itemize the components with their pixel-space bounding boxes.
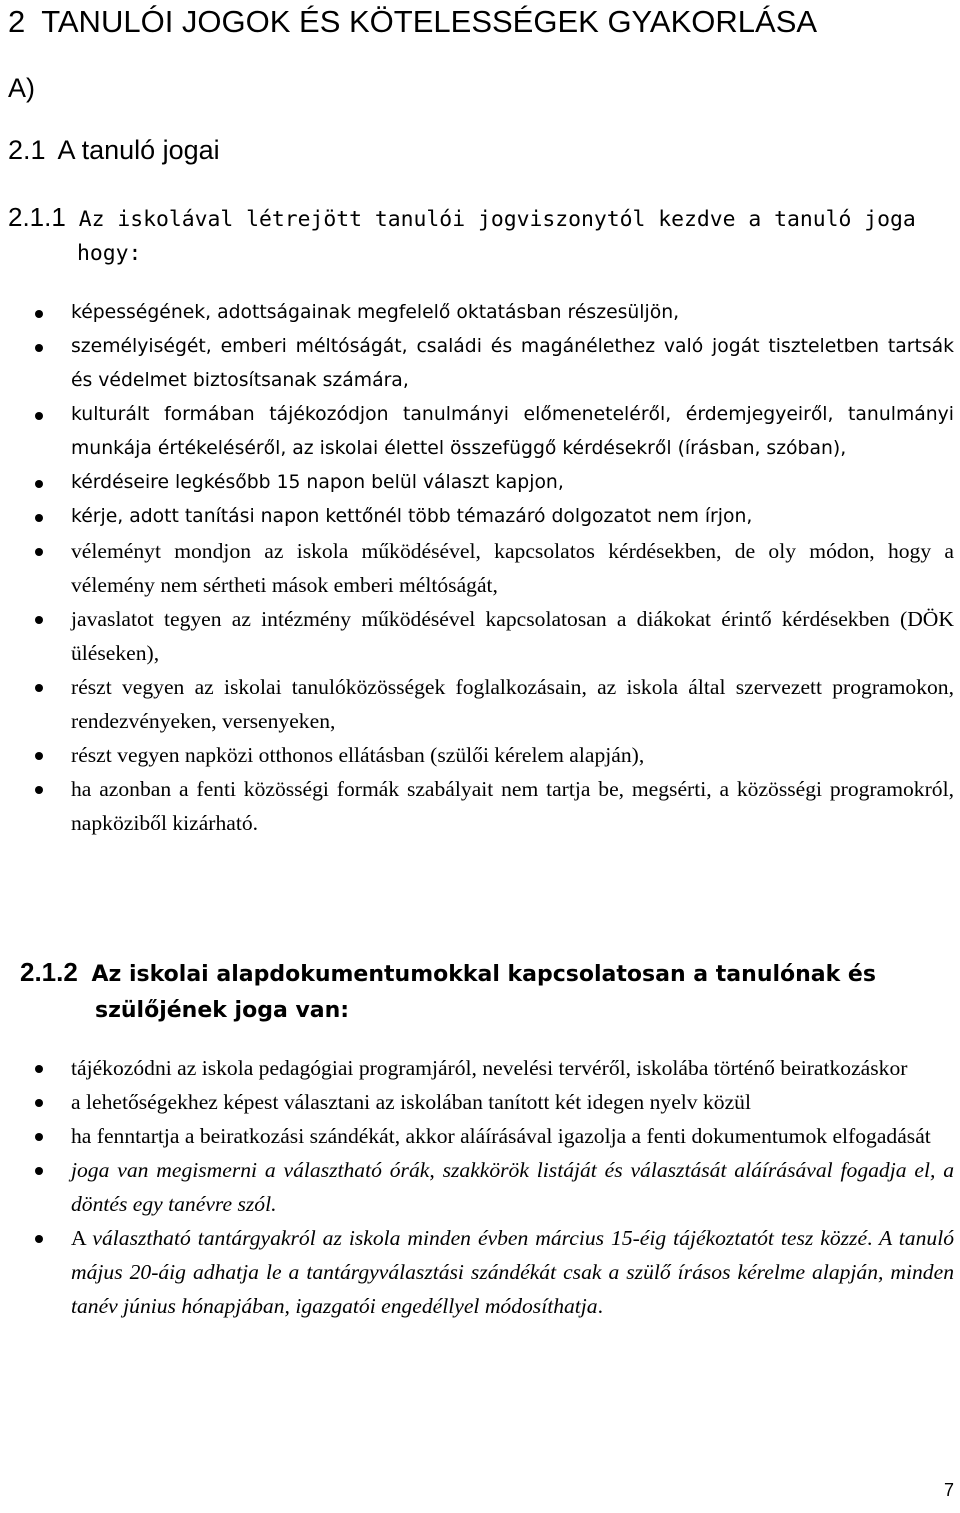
list-item bbox=[0, 466, 960, 500]
list-item bbox=[0, 534, 960, 602]
bullet-icon bbox=[35, 1133, 43, 1141]
list-item-text: tájékozódni az iskola pedagógiai programjáról, nevelési tervéről, iskolába történő beiratkozáskor bbox=[71, 1056, 908, 1080]
list-item-text: személyiségét, emberi méltóságát, családi és magánélethez való jogát tiszteletben tartsák és védelmet biztosítsanak számára, bbox=[71, 336, 954, 391]
list-item-text: kérdéseire legkésőbb 15 napon belül választ kapjon, bbox=[71, 472, 564, 493]
bullet-icon bbox=[35, 310, 43, 318]
subsection-2-title-line1: Az iskolai alapdokumentumokkal kapcsolatosan a tanulónak és bbox=[91, 962, 876, 987]
subsection-1-number: 2.1.1 bbox=[8, 202, 66, 232]
list-item-text: részt vegyen napközi otthonos ellátásban (szülői kérelem alapján), bbox=[71, 743, 645, 767]
section-title: A tanuló jogai bbox=[57, 135, 220, 165]
list-item-text: a lehetőségekhez képest választani az iskolában tanított két idegen nyelv közül bbox=[71, 1090, 751, 1114]
bullet-icon bbox=[35, 1235, 43, 1243]
list-item-text: képességének, adottságainak megfelelő oktatásban részesüljön, bbox=[71, 302, 680, 323]
section-number: 2.1 bbox=[8, 135, 46, 165]
bullet-icon bbox=[35, 548, 43, 556]
bullet-icon bbox=[35, 786, 43, 794]
subsection-1-title-line2: hogy: bbox=[77, 241, 142, 266]
list-item-dot1: . bbox=[867, 1226, 873, 1250]
list-item bbox=[0, 1085, 960, 1119]
subsection-2-heading bbox=[20, 954, 956, 1029]
bullet-icon bbox=[35, 1065, 43, 1073]
subsection-2-title-line2: szülőjének joga van: bbox=[95, 998, 350, 1023]
list-item-text: részt vegyen az iskolai tanulóközösségek foglalkozásain, az iskola által szervezett programokon, rendezvényeken, versenyeken, bbox=[71, 675, 954, 733]
list-item-text: ha azonban a fenti közösségi formák szabályait nem tartja be, megsérti, a közösségi programokról, napköziből kizárható. bbox=[71, 777, 954, 835]
list-item-text-part2: A tanuló május 20-áig adhatja le a tantárgyválasztási szándékát csak a szülő írásos kérelme alapján, minden tanév június hónapjában, igazgatói engedéllyel módosíthatja bbox=[71, 1226, 954, 1318]
bullet-icon bbox=[35, 514, 43, 522]
list-item bbox=[0, 670, 960, 738]
subsection-1-heading bbox=[8, 200, 956, 271]
document-rights-list bbox=[0, 1051, 960, 1323]
list-item bbox=[0, 330, 960, 398]
list-item-text: ha fenntartja a beiratkozási szándékát, akkor aláírásával igazolja a fenti dokumentumok elfogadását bbox=[71, 1124, 931, 1148]
list-item bbox=[0, 398, 960, 466]
bullet-icon bbox=[35, 616, 43, 624]
student-rights-list bbox=[0, 296, 960, 840]
list-item bbox=[0, 1051, 960, 1085]
bullet-icon bbox=[35, 1167, 43, 1175]
list-item bbox=[0, 296, 960, 330]
list-item-text: kérje, adott tanítási napon kettőnél több témazáró dolgozatot nem írjon, bbox=[71, 506, 753, 527]
list-item-dot2: . bbox=[597, 1294, 603, 1318]
chapter-number: 2 bbox=[8, 4, 26, 39]
subsection-1-title-line1: Az iskolával létrejött tanulói jogviszonytól kezdve a tanuló joga bbox=[78, 207, 916, 232]
list-item bbox=[0, 1153, 960, 1221]
bullet-icon bbox=[35, 344, 43, 352]
list-item bbox=[0, 1119, 960, 1153]
section-heading bbox=[8, 132, 220, 168]
bullet-icon bbox=[35, 412, 43, 420]
chapter-heading bbox=[8, 2, 817, 42]
bullet-icon bbox=[35, 1099, 43, 1107]
bullet-icon bbox=[35, 684, 43, 692]
page-number: 7 bbox=[943, 1480, 954, 1500]
list-item bbox=[0, 500, 960, 534]
bullet-icon bbox=[35, 752, 43, 760]
list-item bbox=[0, 602, 960, 670]
list-item-text: véleményt mondjon az iskola működésével, kapcsolatos kérdésekben, de oly módon, hogy a vélemény nem sértheti mások emberi méltóságát, bbox=[71, 539, 954, 597]
list-item-lead: A bbox=[71, 1226, 93, 1250]
subheading-a: A) bbox=[8, 73, 35, 103]
list-item bbox=[0, 738, 960, 772]
list-item-text: javaslatot tegyen az intézmény működésével kapcsolatosan a diákokat érintő kérdésekben (DÖK üléseken), bbox=[71, 607, 954, 665]
list-item bbox=[0, 1221, 960, 1323]
list-item-text: joga van megismerni a választható órák, szakkörök listáját és választását aláírásával fogadja el, a döntés egy tanévre szól. bbox=[71, 1158, 954, 1216]
list-item-text: kulturált formában tájékozódjon tanulmányi előmeneteléről, érdemjegyeiről, tanulmányi munkája értékeléséről, az iskolai élettel összefüggő kérdésekről (írásban, szóban), bbox=[71, 404, 954, 459]
subsection-2-number: 2.1.2 bbox=[20, 957, 78, 987]
bullet-icon bbox=[35, 480, 43, 488]
chapter-title: TANULÓI JOGOK ÉS KÖTELESSÉGEK GYAKORLÁSA bbox=[41, 4, 818, 39]
list-item bbox=[0, 772, 960, 840]
list-item-text-part1: választható tantárgyakról az iskola minden évben március 15-éig tájékoztatót tesz közzé bbox=[92, 1226, 868, 1250]
